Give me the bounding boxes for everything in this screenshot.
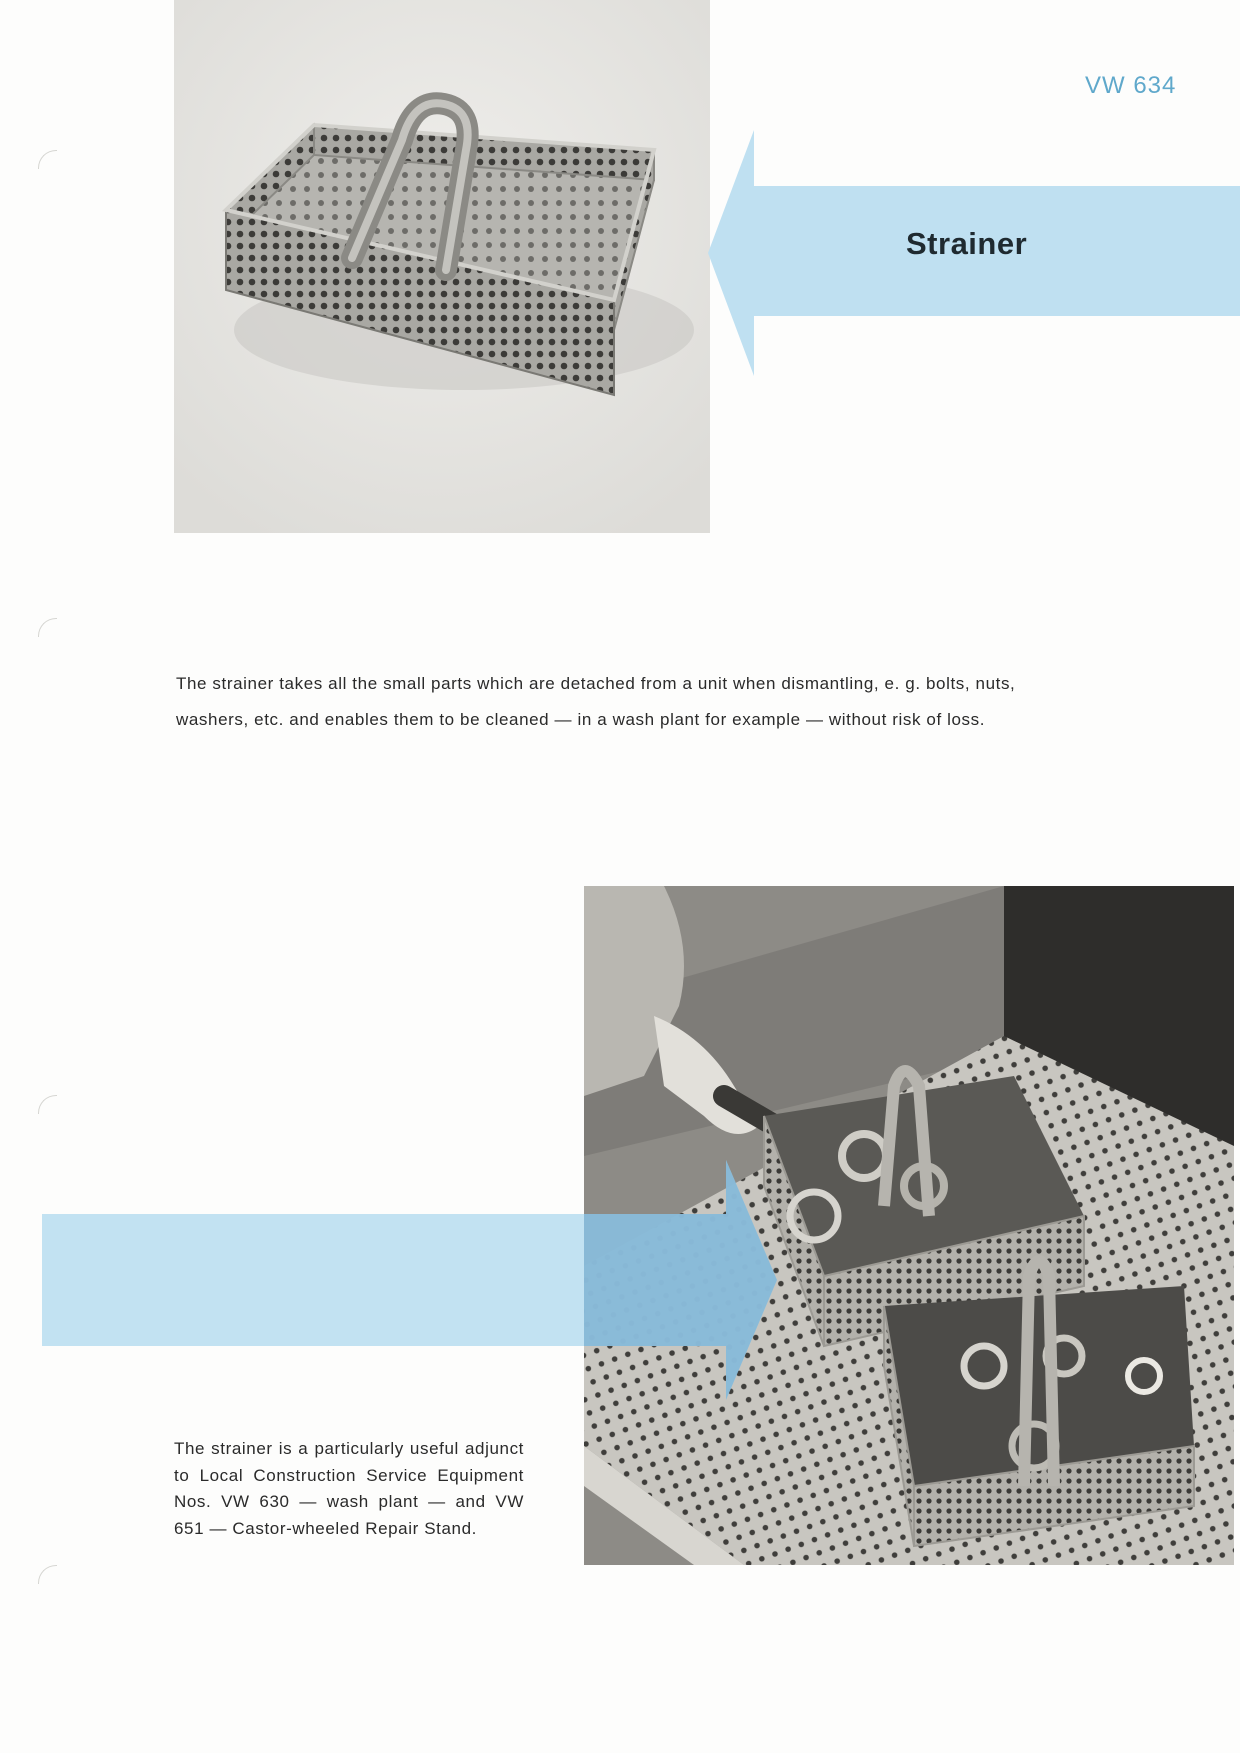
note-text: The strainer is a particularly useful adjunct to Local Construction Service Equipment Nos. VW 630 — wash plant — and VW 651 — Castor-wheeled Repair Stand. <box>174 1439 524 1538</box>
punch-mark <box>38 1565 57 1584</box>
arrow-right-banner <box>42 1160 777 1400</box>
page-title: Strainer <box>906 226 1028 261</box>
description-text: The strainer takes all the small parts which are detached from a unit when dismantling, e. g. bolts, nuts, washers, etc. and enables them to be cleaned — in a wash plant for example — without risk of loss. <box>176 674 1016 729</box>
strainer-photo <box>174 0 710 533</box>
punch-mark <box>38 618 57 637</box>
punch-mark <box>38 1095 57 1114</box>
punch-mark <box>38 150 57 169</box>
document-number: VW 634 <box>1085 72 1177 99</box>
